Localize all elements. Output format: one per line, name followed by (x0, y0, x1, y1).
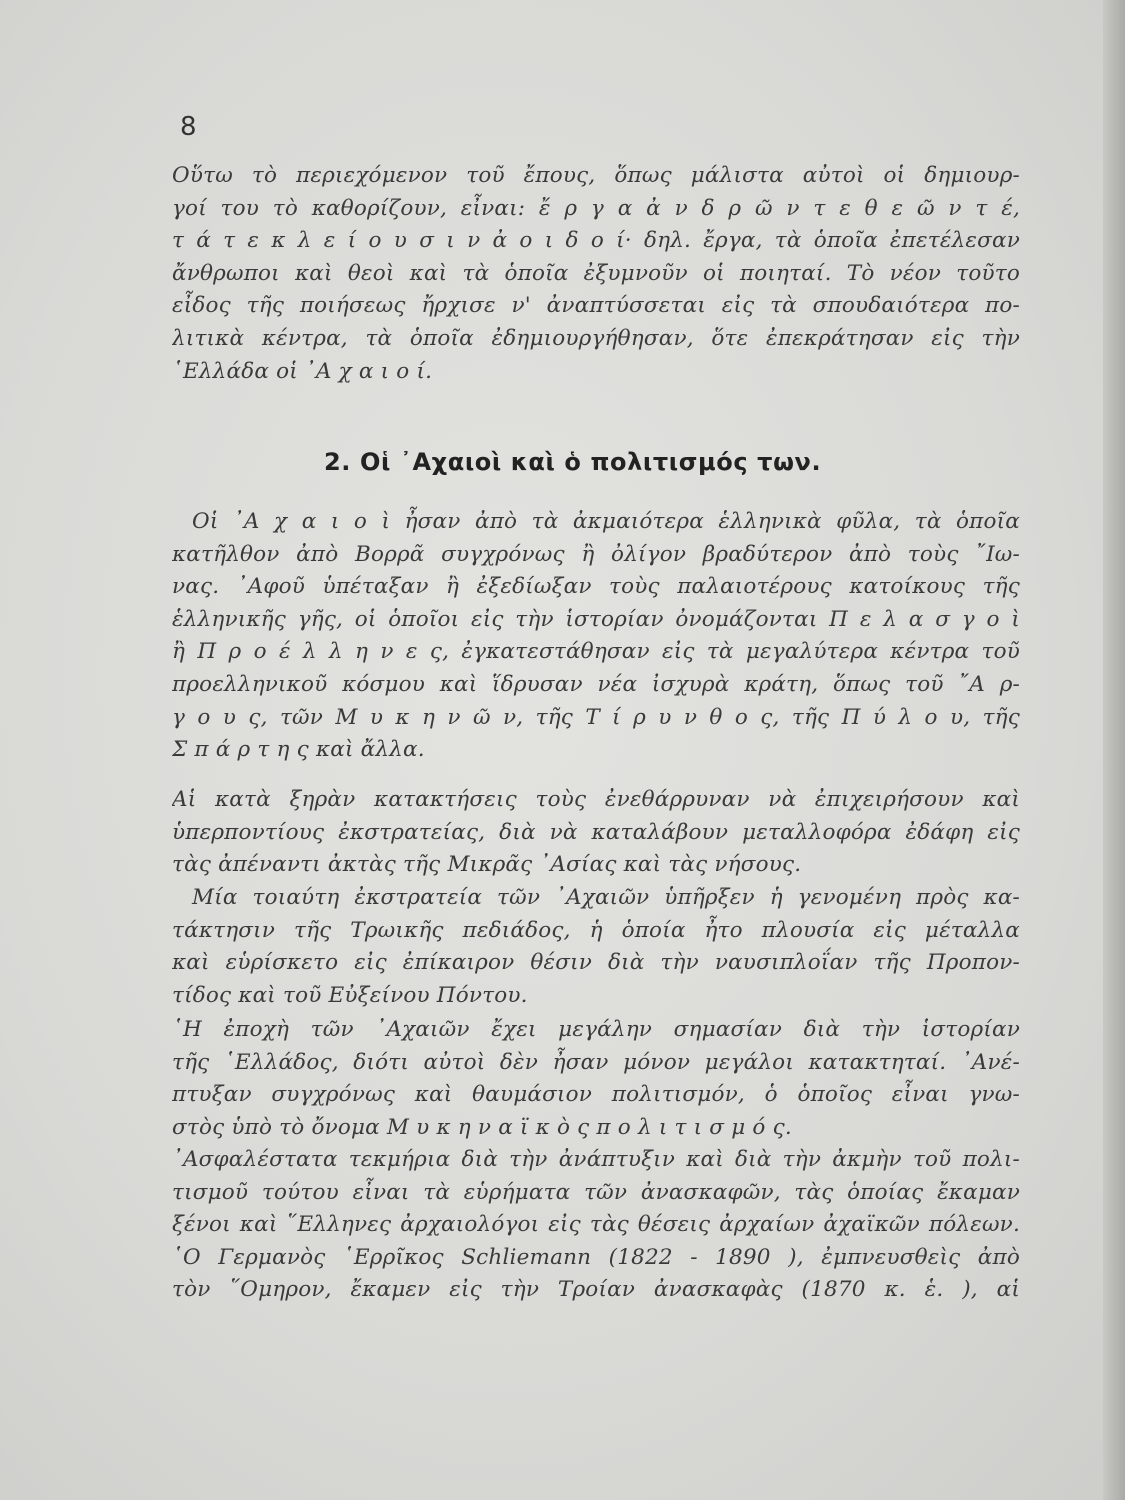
text-line: τίδος καὶ τοῦ Εὐξείνου Πόντου. (172, 982, 528, 1008)
paragraph-mycenaean-civilization (172, 1014, 1020, 1144)
text-line: τὸν ῞Ομηρον, ἔκαμεν εἰς τὴν Τροίαν ἀνασκαφὰς (1870 κ. ἑ. ), αἱ (172, 1277, 1020, 1303)
text-line: προελληνικοῦ κόσμου καὶ ἵδρυσαν νέα ἰσχυρὰ κράτη, ὅπως τοῦ ῎Α ρ- (172, 671, 1020, 697)
text-line: ῾Ο Γερμανὸς ῾Ερρῖκος Schliemann (1822 - 1890 ), ἐμπνευσθεὶς ἀπὸ (172, 1244, 1020, 1270)
text-line: τὰς ἀπέναντι ἀκτὰς τῆς Μικρᾶς ᾽Ασίας καὶ τὰς νήσους. (172, 852, 802, 878)
section-heading: 2. Οἱ ᾽Αχαιοὶ καὶ ὁ πολιτισμός των. (324, 448, 822, 476)
text-line: νας. ᾽Αφοῦ ὑπέταξαν ἢ ἐξεδίωξαν τοὺς παλαιοτέρους κατοίκους τῆς (172, 574, 1020, 600)
text-line: λιτικὰ κέντρα, τὰ ὁποῖα ἐδημιουργήθησαν, ὅτε ἐπεκράτησαν εἰς τὴν (172, 325, 1020, 351)
page-number: 8 (180, 112, 197, 142)
text-line: ἑλληνικῆς γῆς, οἱ ὁποῖοι εἰς τὴν ἱστορίαν ὀνομάζονται Π ε λ α σ γ ο ὶ (172, 606, 1020, 632)
text-line: Οἱ ᾽Α χ α ι ο ὶ ἦσαν ἀπὸ τὰ ἀκμαιότερα ἑλληνικὰ φῦλα, τὰ ὁποῖα (192, 509, 1020, 534)
text-line: ἄνθρωποι καὶ θεοὶ καὶ τὰ ὁποῖα ἐξυμνοῦν οἱ ποιηταί. Τὸ νέον τοῦτο (172, 260, 1020, 286)
text-line: τάκτησιν τῆς Τρωικῆς πεδιάδος, ἡ ὁποία ἦτο πλουσία εἰς μέταλλα (172, 917, 1020, 943)
text-line: γοί του τὸ καθορίζουν, εἶναι: ἔ ρ γ α ἀ ν δ ρ ῶ ν τ ε θ ε ῶ ν τ έ, (172, 195, 1020, 221)
text-line: γ ο υ ς, τῶν Μ υ κ η ν ῶ ν, τῆς Τ ί ρ υ ν θ ο ς, τῆς Π ύ λ ο υ, τῆς (172, 704, 1020, 730)
text-line: τισμοῦ τούτου εἶναι τὰ εὑρήματα τῶν ἀνασκαφῶν, τὰς ὁποίας ἔκαμαν (172, 1179, 1020, 1205)
paragraph-conquests (172, 784, 1020, 882)
paragraph-epic-content (172, 160, 1020, 388)
text-line: ξένοι καὶ ῞Ελληνες ἀρχαιολόγοι εἰς τὰς θέσεις ἀρχαίων ἀχαϊκῶν πόλεων. (172, 1212, 1020, 1238)
text-line: Αἱ κατὰ ξηρὰν κατακτήσεις τοὺς ἐνεθάρρυναν νὰ ἐπιχειρήσουν καὶ (172, 787, 1020, 812)
text-line: Σ π ά ρ τ η ς καὶ ἄλλα. (172, 737, 425, 763)
text-line: εἶδος τῆς ποιήσεως ἤρχισε ν' ἀναπτύσσεται εἰς τὰ σπουδαιότερα πο- (172, 293, 1020, 319)
text-line: Οὕτω τὸ περιεχόμενον τοῦ ἔπους, ὅπως μάλιστα αὐτοὶ οἱ δημιουρ- (172, 163, 1020, 188)
text-line: τῆς ῾Ελλάδος, διότι αὐτοὶ δὲν ἦσαν μόνον μεγάλοι κατακτηταί. ᾽Ανέ- (172, 1049, 1020, 1075)
text-line: στὸς ὑπὸ τὸ ὄνομα Μ υ κ η ν α ϊ κ ὸ ς π ο λ ι τ ι σ μ ό ς. (172, 1114, 792, 1140)
text-line: τ ά τ ε κ λ ε ί ο υ σ ι ν ἀ ο ι δ ο ί· δηλ. ἔργα, τὰ ὁποῖα ἐπετέλεσαν (172, 228, 1020, 254)
text-line: κατῆλθον ἀπὸ Βορρᾶ συγχρόνως ἢ ὀλίγον βραδύτερον ἀπὸ τοὺς ῎Ιω- (172, 541, 1020, 567)
text-line: ὑπερποντίους ἐκστρατείας, διὰ νὰ καταλάβουν μεταλλοφόρα ἐδάφη εἰς (172, 819, 1020, 845)
text-line: ἢ Π ρ ο έ λ λ η ν ε ς, ἐγκατεστάθησαν εἰς τὰ μεγαλύτερα κέντρα τοῦ (172, 639, 1020, 665)
text-line: ῾Η ἐποχὴ τῶν ᾽Αχαιῶν ἔχει μεγάλην σημασίαν διὰ τὴν ἱστορίαν (172, 1017, 1020, 1042)
paragraph-achaeans (172, 506, 1020, 767)
paragraph-troy-expedition (172, 882, 1020, 1012)
text-line: Μία τοιαύτη ἐκστρατεία τῶν ᾽Αχαιῶν ὑπῆρξεν ἡ γενομένη πρὸς κα- (192, 885, 1020, 910)
text-line: πτυξαν συγχρόνως καὶ θαυμάσιον πολιτισμόν, ὁ ὁποῖος εἶναι γνω- (172, 1082, 1020, 1108)
text-line: ῾Ελλάδα οἱ ᾽Α χ α ι ο ί. (172, 358, 433, 384)
text-line: ᾽Ασφαλέστατα τεκμήρια διὰ τὴν ἀνάπτυξιν καὶ διὰ τὴν ἀκμὴν τοῦ πολι- (172, 1147, 1020, 1172)
text-line: καὶ εὑρίσκετο εἰς ἐπίκαιρον θέσιν διὰ τὴν ναυσιπλοΐαν τῆς Προπον- (172, 950, 1020, 976)
paragraph-excavations (172, 1144, 1020, 1307)
binding-edge (1103, 0, 1125, 1500)
